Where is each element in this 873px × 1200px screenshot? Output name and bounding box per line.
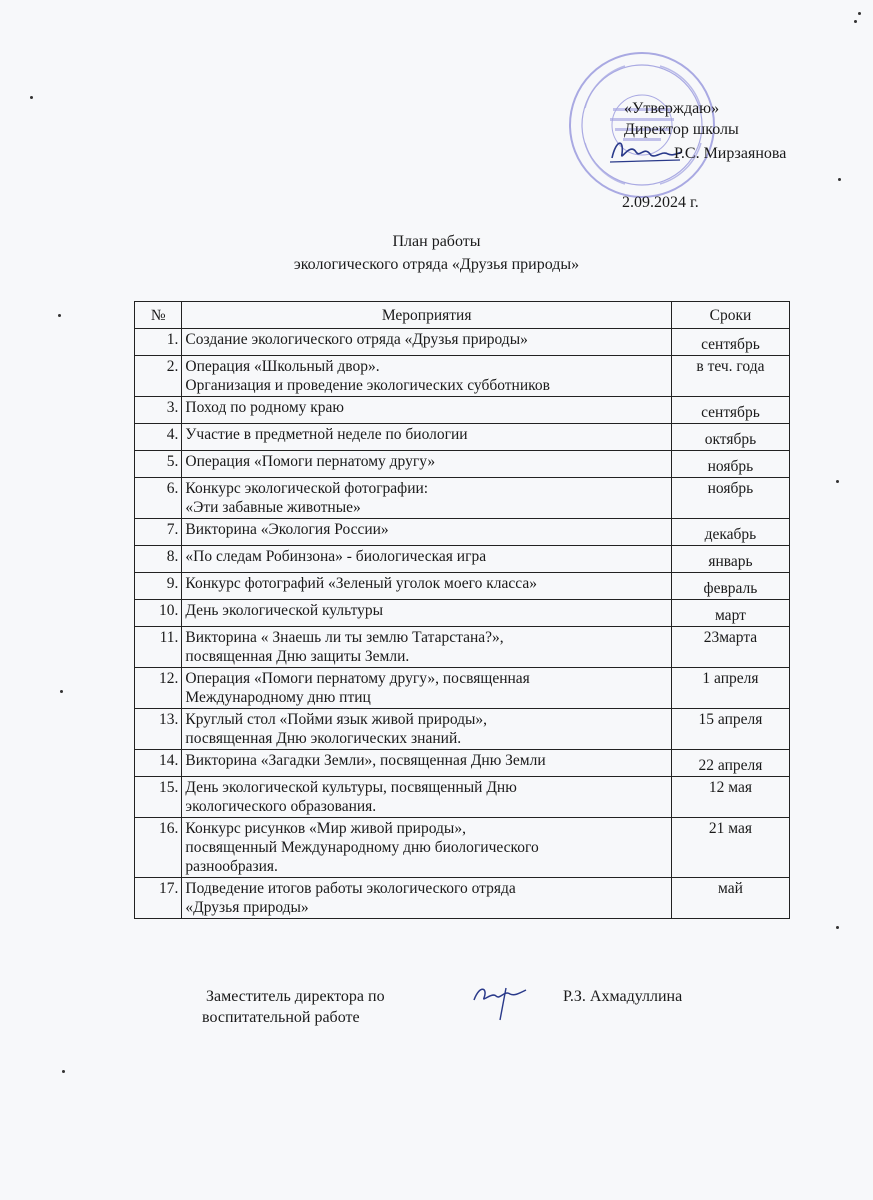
signatory-role-line-2: воспитательной работе [202, 1009, 360, 1026]
row-date: сентябрь [671, 329, 789, 356]
row-event: Конкурс рисунков «Мир живой природы», посвященный Международному дню биологического разнообразия. [182, 818, 671, 878]
row-number: 10. [135, 600, 182, 627]
table-row [135, 424, 790, 451]
table-row [135, 451, 790, 478]
table-row [135, 600, 790, 627]
row-event: Создание экологического отряда «Друзья природы» [182, 329, 671, 356]
row-date: ноябрь [671, 451, 789, 478]
table-row [135, 546, 790, 573]
table-row [135, 709, 790, 750]
row-number: 12. [135, 668, 182, 709]
row-event: День экологической культуры [182, 600, 671, 627]
table-row [135, 750, 790, 777]
table-row [135, 356, 790, 397]
row-date: 12 мая [671, 777, 789, 818]
row-date: 23марта [671, 627, 789, 668]
row-date: в теч. года [671, 356, 789, 397]
row-date: 15 апреля [671, 709, 789, 750]
row-number: 16. [135, 818, 182, 878]
row-event: День экологической культуры, посвященный Дню экологического образования. [182, 777, 671, 818]
scan-speck [58, 314, 61, 317]
header-num: № [135, 302, 182, 329]
row-event: Викторина «Экология России» [182, 519, 671, 546]
row-event: Операция «Помоги пернатому другу», посвященная Международному дню птиц [182, 668, 671, 709]
plan-table [134, 301, 790, 919]
row-date: 22 апреля [671, 750, 789, 777]
row-date: май [671, 878, 789, 919]
row-event: Викторина «Загадки Земли», посвященная Дню Земли [182, 750, 671, 777]
approval-name: Р.С. Мирзаянова [674, 145, 787, 162]
table-row [135, 878, 790, 919]
row-number: 11. [135, 627, 182, 668]
table-header-row [135, 302, 790, 329]
row-number: 6. [135, 478, 182, 519]
signatory-role [202, 986, 385, 1028]
row-event: Операция «Школьный двор». Организация и проведение экологических субботников [182, 356, 671, 397]
table-row [135, 329, 790, 356]
row-date: ноябрь [671, 478, 789, 519]
row-number: 15. [135, 777, 182, 818]
header-date: Сроки [671, 302, 789, 329]
scan-speck [858, 12, 861, 15]
row-number: 7. [135, 519, 182, 546]
row-event: Участие в предметной неделе по биологии [182, 424, 671, 451]
signatory-role-line-1: Заместитель директора по [206, 988, 385, 1005]
row-number: 14. [135, 750, 182, 777]
row-number: 5. [135, 451, 182, 478]
row-date: сентябрь [671, 397, 789, 424]
table-row [135, 777, 790, 818]
row-number: 1. [135, 329, 182, 356]
row-date: 21 мая [671, 818, 789, 878]
table-row [135, 397, 790, 424]
row-number: 9. [135, 573, 182, 600]
table-row [135, 818, 790, 878]
table-row [135, 519, 790, 546]
signatory-name: Р.З. Ахмадуллина [563, 988, 683, 1005]
table-row [135, 478, 790, 519]
row-date: март [671, 600, 789, 627]
scan-speck [838, 178, 841, 181]
scan-speck [60, 690, 63, 693]
row-event: Конкурс экологической фотографии: «Эти забавные животные» [182, 478, 671, 519]
row-date: январь [671, 546, 789, 573]
scan-speck [836, 480, 839, 483]
row-date: 1 апреля [671, 668, 789, 709]
row-event: Подведение итогов работы экологического отряда «Друзья природы» [182, 878, 671, 919]
row-number: 2. [135, 356, 182, 397]
row-number: 17. [135, 878, 182, 919]
row-number: 3. [135, 397, 182, 424]
row-date: октябрь [671, 424, 789, 451]
scan-speck [30, 96, 33, 99]
row-number: 4. [135, 424, 182, 451]
row-event: Круглый стол «Пойми язык живой природы», посвященная Дню экологических знаний. [182, 709, 671, 750]
scan-speck [854, 20, 857, 23]
row-date: декабрь [671, 519, 789, 546]
row-event: «По следам Робинзона» - биологическая игра [182, 546, 671, 573]
header-event: Мероприятия [182, 302, 671, 329]
row-number: 8. [135, 546, 182, 573]
row-event: Поход по родному краю [182, 397, 671, 424]
row-event: Викторина « Знаешь ли ты землю Татарстана?», посвященная Дню защиты Земли. [182, 627, 671, 668]
table-row [135, 668, 790, 709]
scan-speck [836, 926, 839, 929]
row-date: февраль [671, 573, 789, 600]
approval-date: 2.09.2024 г. [622, 194, 699, 211]
title-line-1: План работы [392, 233, 481, 250]
row-event: Конкурс фотографий «Зеленый уголок моего класса» [182, 573, 671, 600]
row-event: Операция «Помоги пернатому другу» [182, 451, 671, 478]
table-row [135, 573, 790, 600]
title-line-2: экологического отряда «Друзья природы» [293, 256, 580, 273]
scan-speck [62, 1070, 65, 1073]
table-body [135, 329, 790, 919]
approval-position: Директор школы [624, 121, 739, 138]
deputy-signature-icon [470, 980, 530, 1022]
approval-title: «Утверждаю» [624, 100, 720, 117]
table-row [135, 627, 790, 668]
row-number: 13. [135, 709, 182, 750]
